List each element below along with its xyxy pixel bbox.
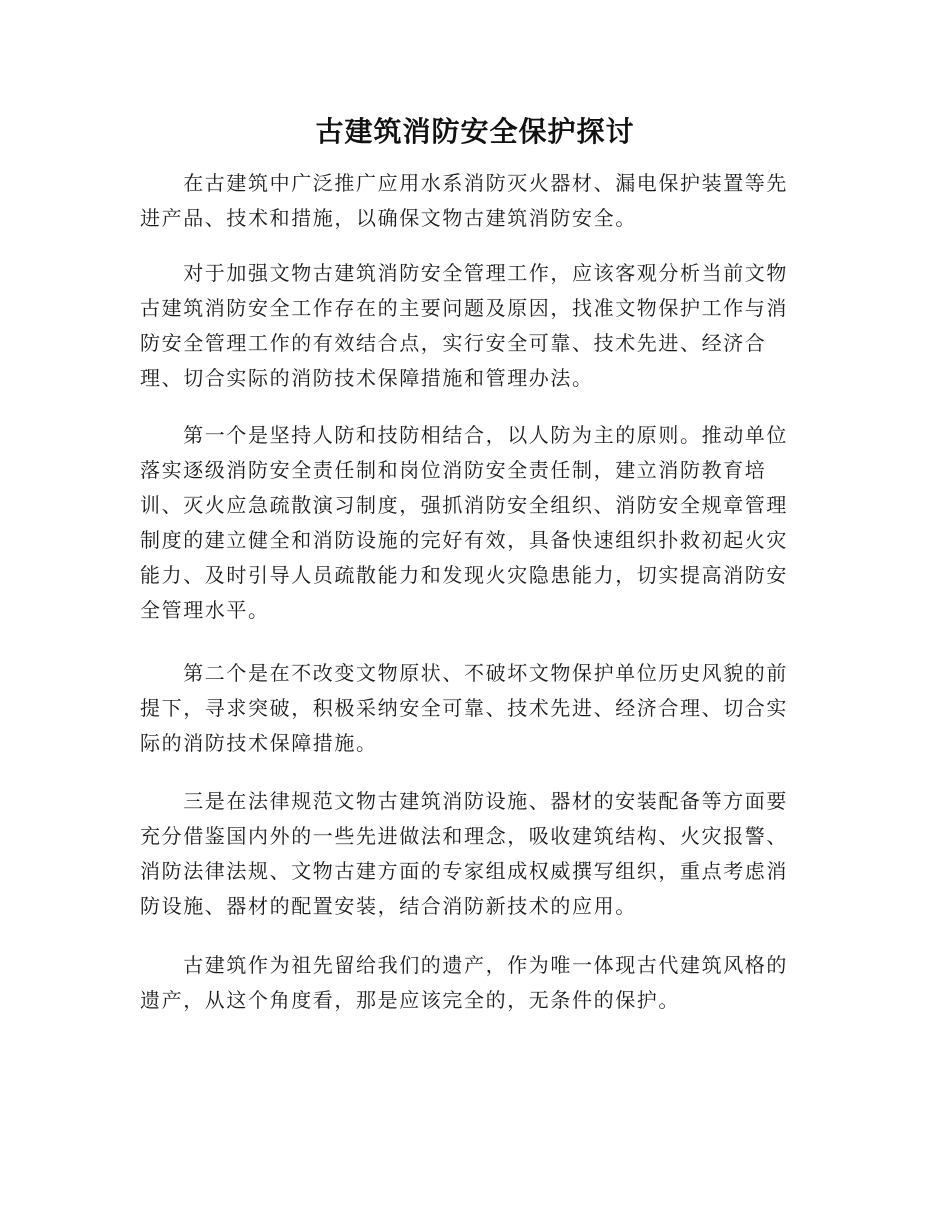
paragraph-line: 对于加强文物古建筑消防安全管理工作，应该客观分析当前文物 xyxy=(140,261,788,285)
paragraph-line: 训、灭火应急疏散演习制度，强抓消防安全组织、消防安全规章管理 xyxy=(140,493,788,517)
paragraph-line: 防安全管理工作的有效结合点，实行安全可靠、技术先进、经济合 xyxy=(140,331,767,355)
paragraph-line: 全管理水平。 xyxy=(140,598,270,622)
paragraph xyxy=(140,784,806,924)
paragraph-line: 三是在法律规范文物古建筑消防设施、器材的安装配备等方面要 xyxy=(140,789,788,813)
document-title: 古建筑消防安全保护探讨 xyxy=(315,115,635,148)
paragraph-line: 理、切合实际的消防技术保障措施和管理办法。 xyxy=(140,366,594,390)
paragraph xyxy=(140,256,806,396)
paragraph-line: 消防法律法规、文物古建方面的专家组成权威撰写组织，重点考虑消 xyxy=(140,859,788,883)
paragraph-line: 能力、及时引导人员疏散能力和发现火灾隐患能力，切实提高消防安 xyxy=(140,563,788,587)
paragraph-line: 古建筑消防安全工作存在的主要问题及原因，找准文物保护工作与消 xyxy=(140,296,788,320)
paragraph-line: 充分借鉴国内外的一些先进做法和理念，吸收建筑结构、火灾报警、 xyxy=(140,824,788,848)
paragraph-line: 防设施、器材的配置安装，结合消防新技术的应用。 xyxy=(140,894,637,918)
paragraph xyxy=(140,166,806,236)
paragraph-line: 第一个是坚持人防和技防相结合，以人防为主的原则。推动单位 xyxy=(140,423,788,447)
paragraph-line: 制度的建立健全和消防设施的完好有效，具备快速组织扑救初起火灾 xyxy=(140,528,788,552)
paragraph-line: 际的消防技术保障措施。 xyxy=(140,731,378,755)
paragraph-line: 在古建筑中广泛推广应用水系消防灭火器材、漏电保护装置等先 xyxy=(140,171,788,195)
paragraph-line: 古建筑作为祖先留给我们的遗产，作为唯一体现古代建筑风格的 xyxy=(140,953,788,977)
paragraph-line: 进产品、技术和措施，以确保文物古建筑消防安全。 xyxy=(140,206,637,230)
paragraph-line: 第二个是在不改变文物原状、不破坏文物保护单位历史风貌的前 xyxy=(140,661,788,685)
paragraph-line: 提下，寻求突破，积极采纳安全可靠、技术先进、经济合理、切合实 xyxy=(140,696,788,720)
paragraph-line: 遗产，从这个角度看，那是应该完全的，无条件的保护。 xyxy=(140,988,680,1012)
paragraph xyxy=(140,948,806,1018)
paragraph xyxy=(140,656,806,761)
paragraph xyxy=(140,418,806,628)
paragraph-line: 落实逐级消防安全责任制和岗位消防安全责任制，建立消防教育培 xyxy=(140,458,767,482)
